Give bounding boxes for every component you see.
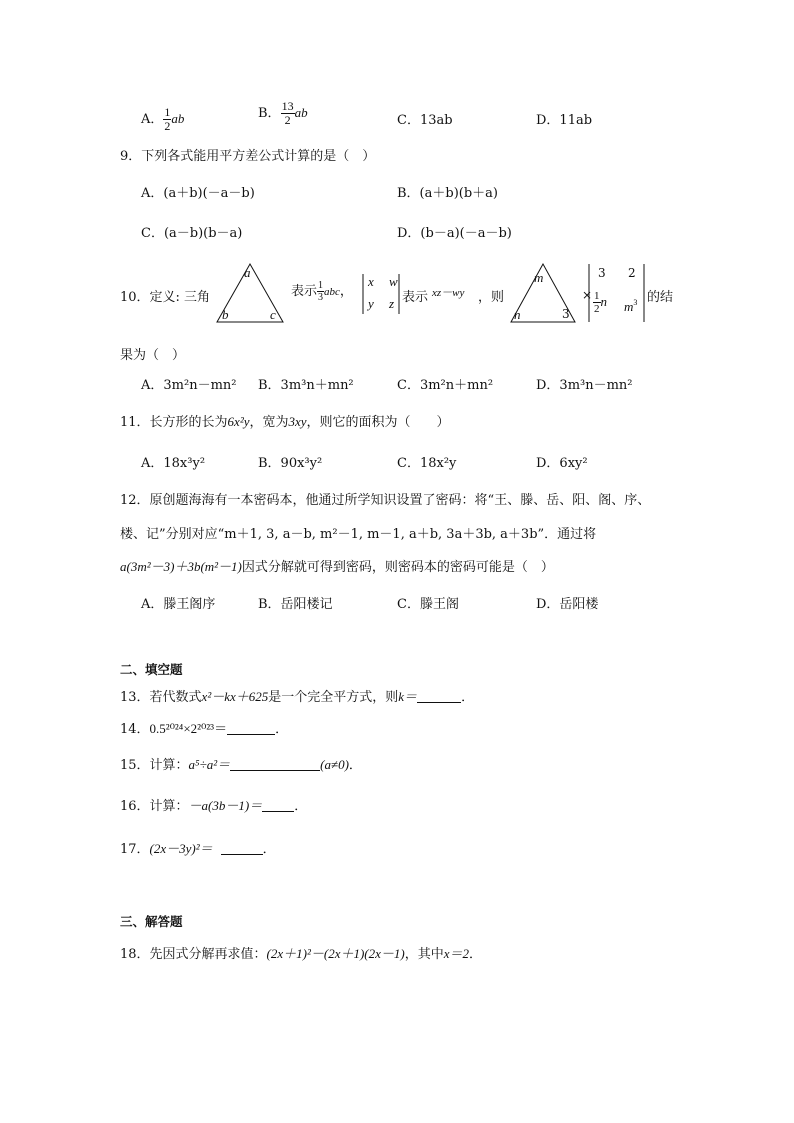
q16-expr: －a(3b－1)＝ [188, 798, 263, 813]
q14-answer-blank[interactable] [227, 722, 275, 735]
q10-times: × [582, 288, 593, 302]
q13 [120, 686, 474, 705]
q13-post: ． [461, 690, 475, 705]
q16-post: ． [294, 799, 308, 814]
q8-b-expr: ab [294, 105, 308, 120]
q9-option-a: A．(a＋b)(－a－b) [141, 186, 255, 201]
q10-det2-d [624, 298, 637, 315]
q10-option-a: A．3m²n－mn² [141, 378, 237, 393]
q11-length: 6x²y [227, 414, 250, 429]
q13-answer-blank[interactable] [417, 690, 461, 703]
q8-option-c: C．13ab [397, 113, 453, 128]
q9-option-d: D．(b－a)(－a－b) [397, 226, 512, 241]
q10-det1-c: y [368, 296, 374, 311]
q10-det2-a: 3 [598, 266, 606, 280]
q9-option-c: C．(a－b)(b－a) [141, 226, 243, 241]
q11-option-c: C．18x²y [397, 456, 457, 471]
q10-comma: ， [339, 284, 353, 299]
q18 [120, 943, 482, 962]
q12-line3-post: 因式分解就可得到密码，则密码本的密码可能是（ ） [241, 560, 554, 575]
q13-expr: x²－kx＋625 [201, 689, 269, 704]
q10-option-d: D．3m³n－mn² [536, 378, 633, 393]
q10-means-2 [402, 286, 428, 305]
q10-det2-c-den: 2 [594, 303, 600, 315]
q8-b-num: 13 [281, 99, 294, 113]
q14 [120, 718, 288, 737]
q18-mid: ，其中 [404, 947, 444, 962]
q10-means-1 [291, 280, 353, 303]
q17 [120, 838, 276, 857]
q10-frac-num: 1 [318, 280, 324, 291]
section-heading-fill-in: 二、填空题 [120, 662, 183, 677]
q10-prefix: 10．定义: 三角 [120, 290, 211, 305]
q11-width: 3xy [288, 414, 307, 429]
q11-stem [120, 411, 450, 430]
q10-then: ，则 [478, 290, 505, 305]
q12-option-a: A．滕王阁序 [141, 597, 216, 612]
q16-answer-blank[interactable] [262, 799, 294, 812]
q10-det2-c-num: 1 [594, 290, 600, 302]
q8-option-b [258, 100, 308, 127]
q15-answer-blank[interactable] [230, 758, 320, 771]
q15-condition: (a≠0) [320, 757, 349, 772]
q12-option-d: D．岳阳楼 [536, 597, 599, 612]
q10-det1-a: x [368, 274, 374, 289]
q8-a-expr: ab [171, 111, 185, 126]
q14-pre: 14． [120, 722, 150, 737]
q8-a-den: 2 [164, 119, 171, 133]
q8-b-fraction [281, 100, 295, 127]
q10-tri1-right: c [270, 307, 276, 322]
q16 [120, 795, 307, 814]
q11-option-a: A．18x³y² [141, 456, 206, 471]
q10-tri2-top: m [534, 270, 544, 285]
q10-tri2-left: n [514, 307, 521, 322]
q10-tri1-left: b [222, 307, 229, 322]
q8-a-num: 1 [164, 105, 171, 119]
q11-stem-mid: ，宽为 [249, 415, 289, 430]
q15 [120, 754, 362, 773]
q8-b-den: 2 [284, 113, 291, 127]
q10-means2-pre: 表示 [402, 290, 429, 305]
q10-means1-pre: 表示 [291, 284, 318, 299]
q10-option-b: B．3m³n＋mn² [258, 378, 354, 393]
q10-det1-b: w [389, 274, 398, 289]
q13-mid: 是一个完全平方式，则 [268, 690, 399, 705]
q17-expr: (2x－3y)²＝ [149, 841, 213, 856]
q18-expr: (2x＋1)²－(2x＋1)(2x－1) [266, 946, 405, 961]
q10-line2: 果为（ ） [120, 348, 186, 363]
q10-det2-d-base: m [624, 299, 634, 314]
q13-k: k＝ [398, 689, 418, 704]
q10-det2-d-exp: 3 [633, 298, 638, 307]
q17-post: ． [262, 842, 276, 857]
q10-means2-expr: xz－wy [432, 287, 465, 299]
q10-suffix: 的结 [647, 290, 674, 305]
q12-line2: 楼、记”分别对应“m＋1, 3, a－b, m²－1, m－1, a＋b, 3a＋3b, a＋3b”．通过将 [120, 527, 597, 542]
q10-one-third [317, 280, 324, 303]
q15-pre: 15．计算： [120, 758, 189, 773]
q10-det2-half [593, 290, 601, 315]
q10-option-c: C．3m²n＋mn² [397, 378, 494, 393]
q12-option-b: B．岳阳楼记 [258, 597, 333, 612]
q17-pre: 17． [120, 842, 150, 857]
q18-pre: 18．先因式分解再求值： [120, 947, 267, 962]
section-heading-answer: 三、解答题 [120, 914, 183, 929]
q16-pre: 16．计算： [120, 799, 189, 814]
q14-post: ． [275, 722, 289, 737]
q8-a-label: A． [141, 112, 164, 127]
q10-det1-d: z [389, 296, 395, 311]
q9-option-b: B．(a＋b)(b＋a) [397, 186, 498, 201]
q10-det2-b: 2 [628, 266, 636, 280]
q8-b-label: B． [258, 106, 281, 121]
q8-option-a [141, 106, 184, 133]
q12-expression: a(3m²－3)＋3b(m²－1) [120, 559, 242, 574]
q14-expr: 0.5²⁰²⁴×2²⁰²³＝ [149, 721, 228, 736]
q11-option-b: B．90x³y² [258, 456, 323, 471]
q11-stem-pre: 11．长方形的长为 [120, 415, 228, 430]
q10-frac-den: 3 [318, 292, 324, 303]
q8-option-d: D．11ab [536, 113, 593, 128]
q18-condition: x＝2 [443, 946, 470, 961]
q10-det2-c [593, 290, 607, 315]
q9-stem: 9．下列各式能用平方差公式计算的是（ ） [120, 149, 376, 164]
q13-pre: 13．若代数式 [120, 690, 202, 705]
q12-option-c: C．滕王阁 [397, 597, 459, 612]
q12-line3 [120, 556, 554, 575]
q10-det2-c-var: n [600, 294, 607, 309]
q10-tri1-top: a [244, 265, 251, 280]
q10-means1-expr: abc [324, 286, 340, 298]
q15-expr: a⁵÷a²＝ [188, 757, 231, 772]
q15-post: ． [348, 758, 362, 773]
q18-post: ． [469, 947, 483, 962]
q17-answer-blank[interactable] [221, 842, 263, 855]
q10-tri2-right: 3 [562, 307, 570, 321]
q11-stem-post: ，则它的面积为（ ） [306, 415, 450, 430]
q11-option-d: D．6xy² [536, 456, 588, 471]
q12-line1: 12．原创题海海有一本密码本，他通过所学知识设置了密码：将“王、滕、岳、阳、阁、序、 [120, 493, 651, 508]
